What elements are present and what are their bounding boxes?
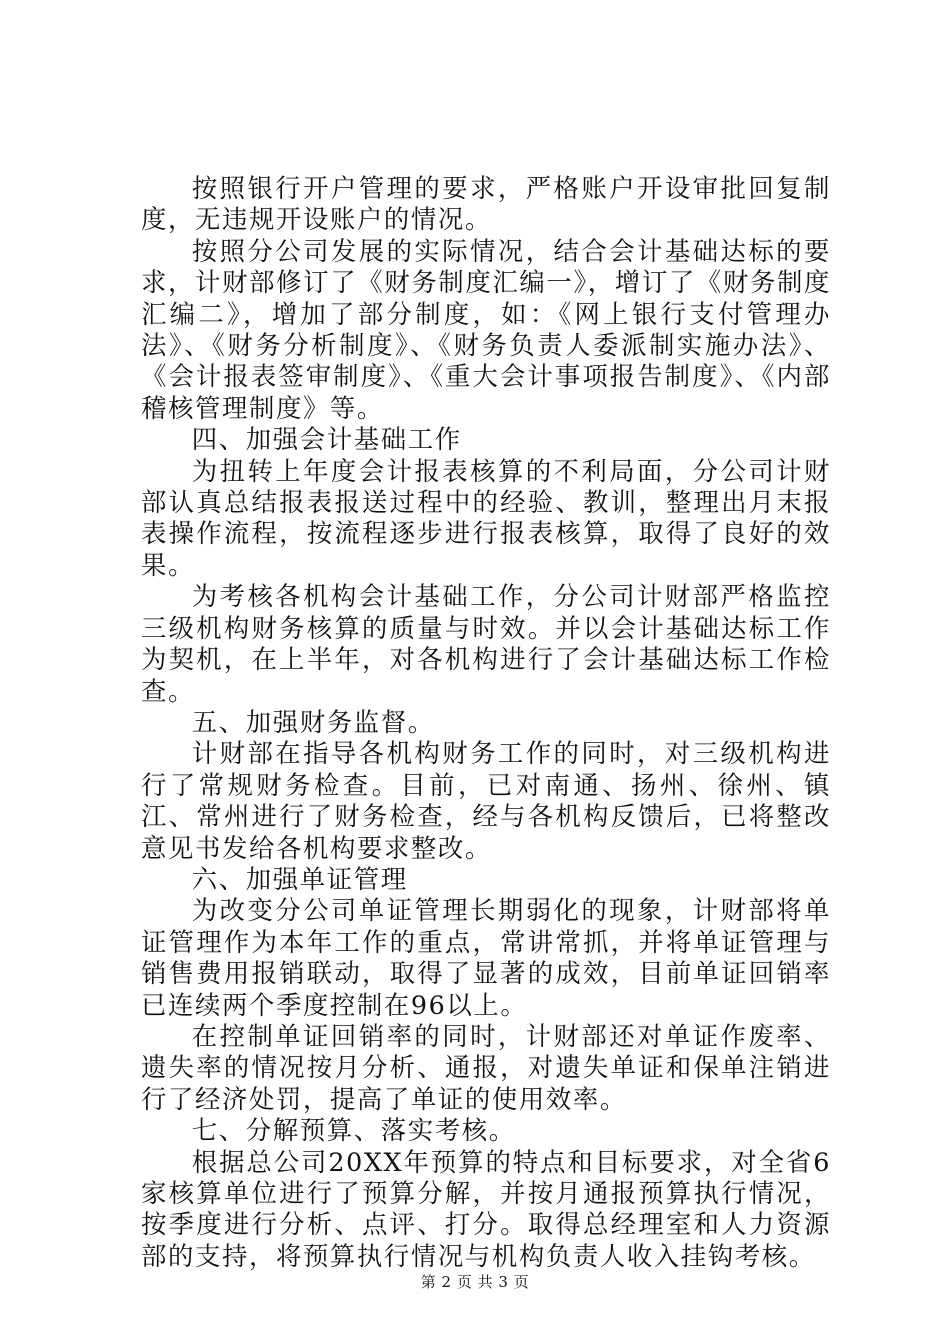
paragraph-budget-assessment: 根据总公司20XX年预算的特点和目标要求，对全省6家核算单位进行了预算分解，并按月通报预算执行情况，按季度进行分析、点评、打分。取得总经理室和人力资源部的支持，将预算执行情况与机构负责人收入挂钩考核。 <box>141 1146 831 1271</box>
page-number-footer: 第 2 页 共 3 页 <box>420 1273 530 1291</box>
paragraph-finance-rules: 按照分公司发展的实际情况，结合会计基础达标的要求，计财部修订了《财务制度汇编一》，增订了《财务制度汇编二》，增加了部分制度，如：《网上银行支付管理办法》、《财务分析制度》、《财务负责人委派制实施办法》、《会计报表签审制度》、《重大会计事项报告制度》、《内部稽核管理制度》等。 <box>141 235 831 423</box>
paragraph-report-process: 为扭转上年度会计报表核算的不利局面，分公司计财部认真总结报表报送过程中的经验、教训，整理出月末报表操作流程，按流程逐步进行报表核算，取得了良好的效果。 <box>141 455 831 580</box>
paragraph-account-opening: 按照银行开户管理的要求，严格账户开设审批回复制度，无违规开设账户的情况。 <box>141 173 831 235</box>
paragraph-voucher-loss: 在控制单证回销率的同时，计财部还对单证作废率、遗失率的情况按月分析、通报，对遗失单证和保单注销进行了经济处罚，提高了单证的使用效率。 <box>141 1020 831 1114</box>
section-heading-budget: 七、分解预算、落实考核。 <box>191 1115 516 1146</box>
section-heading-accounting-basics: 四、加强会计基础工作 <box>191 424 462 455</box>
document-body <box>141 173 831 1272</box>
section-heading-financial-supervision: 五、加强财务监督。 <box>191 706 435 737</box>
paragraph-accounting-inspection: 为考核各机构会计基础工作，分公司计财部严格监控三级机构财务核算的质量与时效。并以会计基础达标工作为契机，在上半年，对各机构进行了会计基础达标工作检查。 <box>141 581 831 706</box>
section-heading-voucher-management: 六、加强单证管理 <box>191 863 408 894</box>
paragraph-voucher-improvement: 为改变分公司单证管理长期弱化的现象，计财部将单证管理作为本年工作的重点，常讲常抓，并将单证管理与销售费用报销联动，取得了显著的成效，目前单证回销率已连续两个季度控制在96以上。 <box>141 895 831 1020</box>
paragraph-financial-checks: 计财部在指导各机构财务工作的同时，对三级机构进行了常规财务检查。目前，已对南通、扬州、徐州、镇江、常州进行了财务检查，经与各机构反馈后，已将整改意见书发给各机构要求整改。 <box>141 738 831 863</box>
